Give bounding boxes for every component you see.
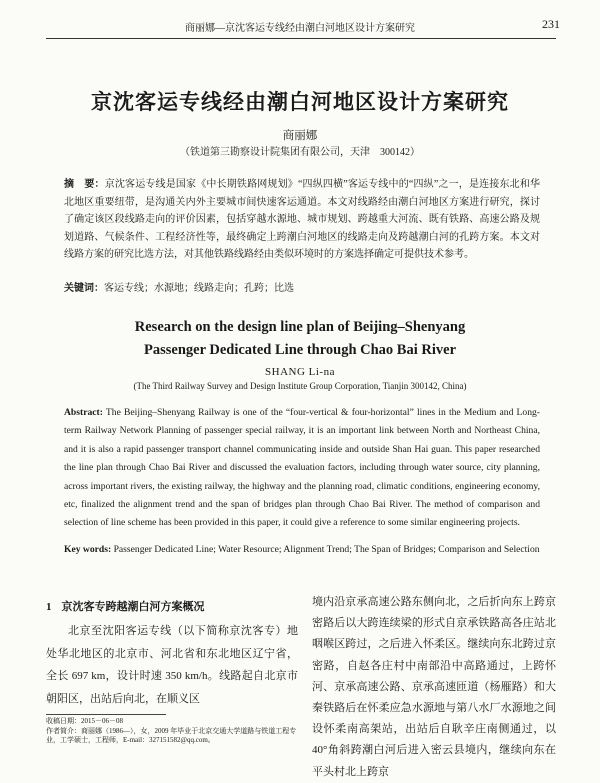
english-abstract	[64, 404, 540, 533]
english-keywords-text: Passenger Dedicated Line; Water Resource; Alignment Trend; The Span of Bridges; Comparison and Selection	[113, 544, 540, 555]
english-keywords-label: Key words:	[64, 544, 112, 555]
english-title	[0, 316, 600, 362]
english-abstract-label: Abstract:	[64, 407, 103, 418]
chinese-keywords-label: 关键词：	[64, 283, 104, 294]
footnote-rule	[46, 714, 166, 715]
english-title-line1: Research on the design line plan of Beijing–Shenyang	[134, 319, 466, 335]
english-abstract-text: The Beijing–Shenyang Railway is one of the “four-vertical & four-horizontal” lines in the Medium and Long-term Railway Network Planning of passenger special railway, it is an important link between North and Northeast China, and it is also a rapid passenger transport channel communicating inside and outside Shan Hai guan. This paper researched the line plan through Chao Bai River and discussed the evaluation factors, including through water source, city planning, across important rivers, the existing railway, the highway and the planning road, climatic conditions, engineering economy, etc, finalized the alignment trend and the span of bridges plan through Chao Bai River. The method of comparison and selection of line scheme has been provided in this paper, it could give a reference to some similar engineering projects.	[64, 407, 540, 529]
footnote-author-bio: 作者简介：商丽娜（1986—），女，2009 年毕业于北京交通大学道路与铁道工程专业，工学硕士，工程师，E-mail：327151582@qq.com。	[46, 726, 297, 744]
chinese-title: 京沈客运专线经由潮白河地区设计方案研究	[91, 90, 509, 114]
english-keywords	[64, 541, 540, 559]
chinese-abstract	[64, 176, 540, 264]
chinese-affiliation: （铁道第三勘察设计院集团有限公司，天津 300142）	[180, 147, 420, 158]
chinese-author: 商丽娜	[282, 130, 318, 142]
english-author: SHANG Li-na	[265, 366, 335, 378]
chinese-abstract-label: 摘 要：	[64, 179, 105, 190]
chinese-keywords	[64, 280, 540, 297]
body-text-left-column: 北京至沈阳客运专线（以下简称京沈客专）地处华北地区的北京市、河北省和东北地区辽宁省，全长 697 km，设计时速 350 km/h。线路起自北京市朝阳区，出站后向北，在顺义区	[46, 625, 298, 705]
section-title: 京沈客专跨越潮白河方案概况	[61, 601, 205, 613]
footnote	[46, 717, 298, 746]
page-number: 231	[542, 17, 560, 31]
chinese-keywords-text: 客运专线；水源地；线路走向；孔跨；比选	[104, 283, 294, 294]
section-number: 1	[46, 601, 52, 613]
running-head-title: 商丽娜—京沈客运专线经由潮白河地区设计方案研究	[185, 23, 415, 34]
english-affiliation: (The Third Railway Survey and Design Institute Group Corporation, Tianjin 300142, China)	[133, 381, 467, 391]
footnote-received-date: 收稿日期：2015－06－08	[46, 717, 123, 725]
chinese-abstract-text: 京沈客运专线是国家《中长期铁路网规划》“四纵四横”客运专线中的“四纵”之一，是连接东北和华北地区重要纽带，是沟通关内外主要城市间快速客运通道。本文对线路经由潮白河地区方案进行研究，探讨了确定该区段线路走向的评价因素，包括穿越水源地、城市规划、跨越重大河流、既有铁路、高速公路及规划道路、气候条件、工程经济性等，最终确定上跨潮白河地区的线路走向及跨越潮白河的孔跨方案。本文对线路方案的研究比选方法，对其他铁路线路经由类似环境时的方案选择确定可提供技术参考。	[64, 179, 540, 261]
body-text-right-column: 境内沿京承高速公路东侧向北，之后折向东上跨京密路后以大跨连续梁的形式自京承铁路高各庄站北咽喉区跨过，之后进入怀柔区。继续向东北跨过京密路，自赵各庄村中南部沿中高路通过，上跨怀河、京承高速公路、京承高速匝道（杨雁路）和大秦铁路后在怀柔应急水源地与第八水厂水源地之间设怀柔南高架站，出站后自耿辛庄南侧通过，以 40°角斜跨潮白河后进入密云县境内，继续向东在平头村北上跨京	[312, 596, 556, 778]
header-rule	[46, 38, 556, 39]
section-heading	[46, 598, 205, 614]
running-head	[0, 16, 600, 34]
english-title-line2: Passenger Dedicated Line through Chao Bai River	[143, 342, 457, 358]
